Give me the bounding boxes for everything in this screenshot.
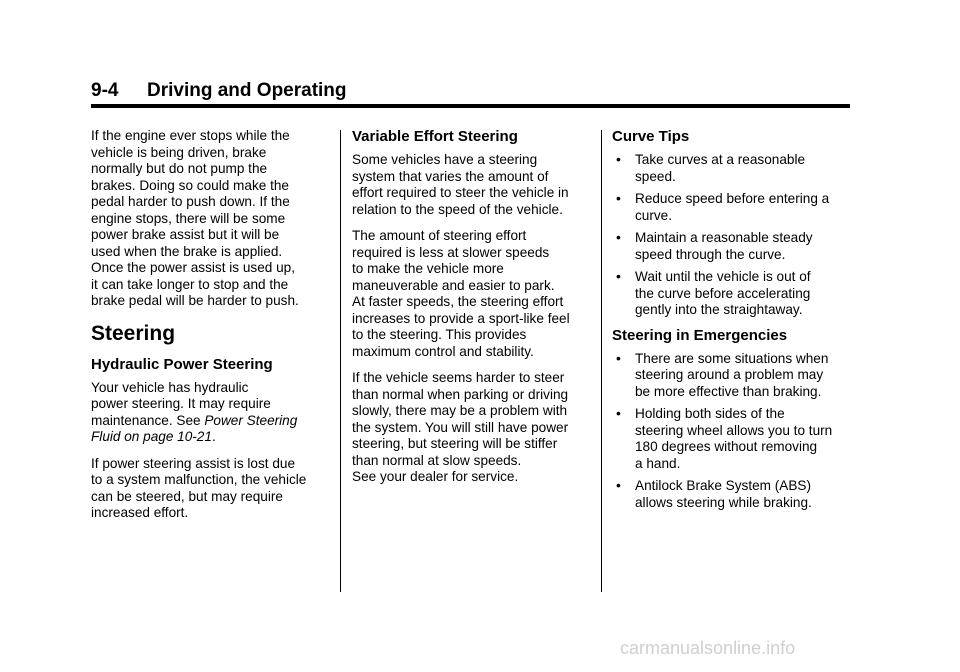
- text-line: [91, 429, 331, 446]
- text-line: the curve before accelerating: [635, 285, 811, 301]
- text-line: See your dealer for service.: [352, 469, 519, 484]
- text-line: If the vehicle seems harder to steer: [352, 370, 565, 385]
- text-line: than normal at slow speeds.: [352, 452, 522, 468]
- list-item: [612, 478, 852, 511]
- hps-paragraph-1: [91, 380, 331, 446]
- text-line: engine stops, there will be some: [91, 210, 286, 226]
- text-line: steering wheel allows you to turn: [635, 422, 833, 438]
- text-line: Reduce speed before entering a: [635, 191, 830, 206]
- bullet-icon: •: [616, 349, 621, 366]
- column-divider-2: [601, 130, 602, 592]
- text-line: gently into the straightaway.: [635, 302, 803, 317]
- text-line: to a system malfunction, the vehicle: [91, 472, 307, 487]
- watermark: carmanualsonline.info: [620, 638, 796, 658]
- text-line: a hand.: [635, 455, 681, 471]
- list-item: [612, 406, 852, 472]
- text-line: speed.: [635, 168, 676, 184]
- ves-paragraph-3: [352, 370, 592, 486]
- text-line: speed through the curve.: [635, 246, 786, 262]
- text-fragment: .: [211, 429, 216, 444]
- text-line: At faster speeds, the steering effort: [352, 294, 564, 309]
- bullet-icon: •: [616, 151, 621, 167]
- text-line: increased effort.: [91, 505, 189, 520]
- bullet-icon: •: [616, 405, 621, 421]
- curve-tips-list: [612, 152, 852, 319]
- text-line: Your vehicle has hydraulic: [91, 379, 249, 395]
- column-1: [91, 128, 331, 532]
- text-line: If power steering assist is lost due: [91, 455, 295, 471]
- text-line: If the engine ever stops while the: [91, 128, 290, 143]
- list-item: [612, 230, 852, 263]
- text-line: Some vehicles have a steering: [352, 152, 538, 167]
- text-line: There are some situations when: [635, 350, 829, 366]
- text-line: allows steering while braking.: [635, 494, 812, 510]
- power-steering-fluid-reference[interactable]: Power Steering: [204, 412, 298, 428]
- text-line: it can take longer to stop and the: [91, 276, 289, 292]
- text-line: power brake assist but it will be: [91, 227, 280, 242]
- list-item: [612, 269, 852, 319]
- text-line: Once the power assist is used up,: [91, 260, 296, 275]
- bullet-icon: •: [616, 268, 621, 284]
- list-item: [612, 191, 852, 224]
- text-line: Wait until the vehicle is out of: [635, 269, 811, 284]
- intro-paragraph: [91, 128, 331, 310]
- bullet-icon: •: [616, 477, 621, 493]
- column-divider-1: [340, 130, 341, 592]
- text-line: required is less at slower speeds: [352, 244, 550, 260]
- text-line: normally but do not pump the: [91, 161, 268, 176]
- text-line: vehicle is being driven, brake: [91, 144, 267, 160]
- text-line: Holding both sides of the: [635, 406, 785, 421]
- text-line: The amount of steering effort: [352, 228, 527, 243]
- text-line: steering, but steering will be stiffer: [352, 436, 558, 451]
- hydraulic-power-steering-heading: Hydraulic Power Steering: [91, 355, 273, 373]
- text-line: brake pedal will be harder to push.: [91, 293, 299, 308]
- curve-tips-heading: Curve Tips: [612, 128, 690, 145]
- text-line: maximum control and stability.: [352, 343, 534, 359]
- text-line: to the steering. This provides: [352, 327, 527, 342]
- text-line: 180 degrees without removing: [635, 439, 818, 454]
- ves-paragraph-1: [352, 152, 592, 218]
- text-line: curve.: [635, 207, 673, 223]
- text-line: be more effective than braking.: [635, 383, 822, 399]
- text-line: brakes. Doing so could make the: [91, 177, 289, 193]
- power-steering-fluid-page-reference[interactable]: Fluid on page 10-21: [91, 429, 212, 444]
- text-line: Take curves at a reasonable: [635, 152, 806, 167]
- text-line: to make the vehicle more: [352, 261, 504, 276]
- text-line: [91, 413, 331, 430]
- steering-heading: Steering: [91, 321, 176, 345]
- text-line: maneuverable and easier to park.: [352, 277, 555, 293]
- text-line: effort required to steer the vehicle in: [352, 185, 569, 200]
- page-number: 9-4: [91, 80, 119, 101]
- section-title: Driving and Operating: [147, 80, 347, 101]
- text-line: relation to the speed of the vehicle.: [352, 201, 563, 217]
- bullet-icon: •: [616, 190, 621, 206]
- text-line: can be steered, but may require: [91, 488, 283, 504]
- text-line: than normal when parking or driving: [352, 386, 569, 402]
- text-line: Antilock Brake System (ABS): [635, 478, 812, 493]
- list-item: [612, 351, 852, 401]
- list-item: [612, 152, 852, 185]
- column-2: [352, 128, 592, 496]
- text-line: Maintain a reasonable steady: [635, 230, 813, 245]
- text-line: system that varies the amount of: [352, 168, 549, 184]
- ves-paragraph-2: [352, 228, 592, 360]
- text-line: used when the brake is applied.: [91, 243, 283, 259]
- text-line: pedal harder to push down. If the: [91, 194, 290, 209]
- hps-paragraph-2: [91, 456, 331, 522]
- text-line: the system. You will still have power: [352, 419, 569, 435]
- bullet-icon: •: [616, 229, 621, 245]
- text-line: power steering. It may require: [91, 396, 271, 411]
- variable-effort-steering-heading: Variable Effort Steering: [352, 128, 518, 145]
- column-3: [612, 128, 852, 517]
- text-line: slowly, there may be a problem with: [352, 403, 568, 418]
- text-line: steering around a problem may: [635, 367, 824, 382]
- text-line: increases to provide a sport-like feel: [352, 310, 570, 326]
- text-fragment: maintenance. See: [91, 412, 205, 428]
- emergency-steering-list: [612, 351, 852, 512]
- page-header: [91, 80, 850, 108]
- steering-in-emergencies-heading: Steering in Emergencies: [612, 326, 788, 344]
